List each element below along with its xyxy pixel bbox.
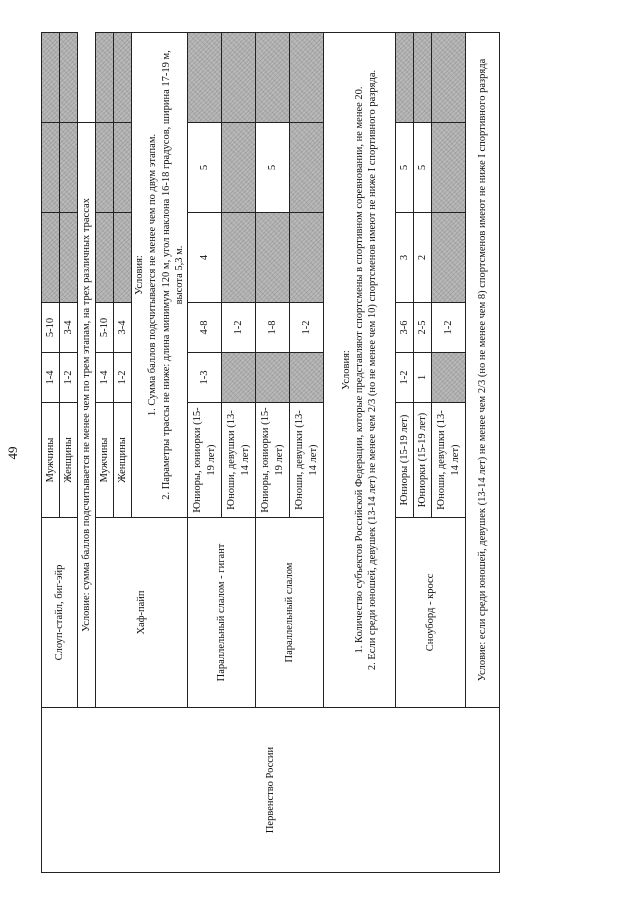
shaded-cell [432, 33, 466, 123]
value-cell: 3-4 [114, 303, 132, 353]
shaded-cell [60, 213, 78, 303]
shaded-cell [222, 33, 256, 123]
value-cell: 1-2 [114, 353, 132, 403]
value-cell: 4-8 [188, 303, 222, 353]
value-cell: 3 [396, 213, 414, 303]
value-cell: 5 [188, 123, 222, 213]
shaded-cell [188, 33, 222, 123]
shaded-cell [96, 123, 114, 213]
value-cell: 5 [396, 123, 414, 213]
slalom-conditions [324, 33, 396, 708]
event-giant-slalom: Параллельный слалом - гигант [188, 518, 256, 708]
shaded-cell [42, 123, 60, 213]
shaded-cell [42, 213, 60, 303]
shaded-cell [222, 353, 256, 403]
value-cell: 5-10 [96, 303, 114, 353]
condition-item: 2. Параметры трассы не ниже: длина минимум 120 м, угол наклона 16-18 градусов, ширина 17-19 м, высота 5,3 м. [160, 50, 185, 500]
value-cell: 1-2 [396, 353, 414, 403]
value-cell: 1-4 [42, 353, 60, 403]
shaded-cell [256, 33, 290, 123]
shaded-cell [96, 213, 114, 303]
condition-text: Условие: сумма баллов подсчитывается не менее чем по трем этапам, на трех различных трассах [78, 123, 96, 708]
event-halfpipe: Хаф-пайп [96, 518, 188, 708]
shaded-cell [114, 213, 132, 303]
shaded-cell [290, 123, 324, 213]
group-cell: Мужчины [42, 403, 60, 518]
group-cell: Юноши, девушки (13-14 лет) [222, 403, 256, 518]
value-cell: 4 [188, 213, 222, 303]
value-cell: 1-3 [188, 353, 222, 403]
value-cell: 1-2 [290, 303, 324, 353]
value-cell: 3-4 [60, 303, 78, 353]
shaded-cell [414, 33, 432, 123]
page-number: 49 [5, 446, 20, 460]
value-cell: 1-8 [256, 303, 290, 353]
shaded-cell [222, 213, 256, 303]
snowboardcross-condition: Условие: если среди юношей, девушек (13-14 лет) не менее чем 2/3 (но не менее чем 8) спортсменов имеют не ниже I спортивного разряда [466, 33, 500, 708]
value-cell: 5 [414, 123, 432, 213]
group-cell: Юниоры, юниорки (15-19 лет) [256, 403, 290, 518]
shaded-cell [290, 353, 324, 403]
value-cell: 1-2 [222, 303, 256, 353]
conditions-title: Условия: [134, 255, 146, 295]
shaded-cell [396, 33, 414, 123]
group-cell: Юниорки (15-19 лет) [414, 403, 432, 518]
shaded-cell [222, 123, 256, 213]
event-parallel-slalom: Параллельный слалом [256, 518, 324, 708]
group-cell: Юноши, девушки (13-14 лет) [432, 403, 466, 518]
shaded-cell [114, 33, 132, 123]
value-cell: 2-5 [414, 303, 432, 353]
shaded-cell [432, 213, 466, 303]
shaded-cell [290, 33, 324, 123]
group-cell: Женщины [60, 403, 78, 518]
condition-item: 2. Если среди юношей, девушек (13-14 лет) не менее чем 2/3 (но не менее чем 10) спортсменов имеют не ниже I спортивного разряда. [367, 69, 379, 671]
group-cell: Юниоры, юниорки (15-19 лет) [188, 403, 222, 518]
shaded-cell [60, 123, 78, 213]
sports-rank-table [41, 32, 500, 873]
shaded-cell [96, 33, 114, 123]
event-slopestyle: Слоуп-стайл, биг-эйр [42, 518, 78, 708]
shaded-cell [42, 33, 60, 123]
condition-item: 1. Сумма баллов подсчитывается не менее чем по двум этапам. [147, 133, 159, 417]
shaded-cell [256, 213, 290, 303]
shaded-cell [114, 123, 132, 213]
group-cell: Юниоры (15-19 лет) [396, 403, 414, 518]
rotated-document-page [5, 33, 541, 873]
shaded-cell [432, 353, 466, 403]
value-cell: 5-10 [42, 303, 60, 353]
condition-item: 1. Количество субъектов Российской Федерации, которые представляют спортсмены в спортивном соревновании, не менее 20. [353, 86, 365, 654]
group-cell: Женщины [114, 403, 132, 518]
event-snowboard-cross: Сноуборд - кросс [396, 518, 466, 708]
shaded-cell [432, 123, 466, 213]
shaded-cell [256, 353, 290, 403]
value-cell: 2 [414, 213, 432, 303]
value-cell: 1-4 [96, 353, 114, 403]
competition-name: Первенство России [42, 708, 500, 873]
value-cell: 1-2 [432, 303, 466, 353]
value-cell: 1-2 [60, 353, 78, 403]
shaded-cell [60, 33, 78, 123]
value-cell: 3-6 [396, 303, 414, 353]
group-cell: Мужчины [96, 403, 114, 518]
shaded-cell [290, 213, 324, 303]
conditions-title: Условия: [340, 350, 352, 390]
halfpipe-conditions [132, 33, 188, 518]
value-cell: 1 [414, 353, 432, 403]
group-cell: Юноши, девушки (13-14 лет) [290, 403, 324, 518]
value-cell: 5 [256, 123, 290, 213]
